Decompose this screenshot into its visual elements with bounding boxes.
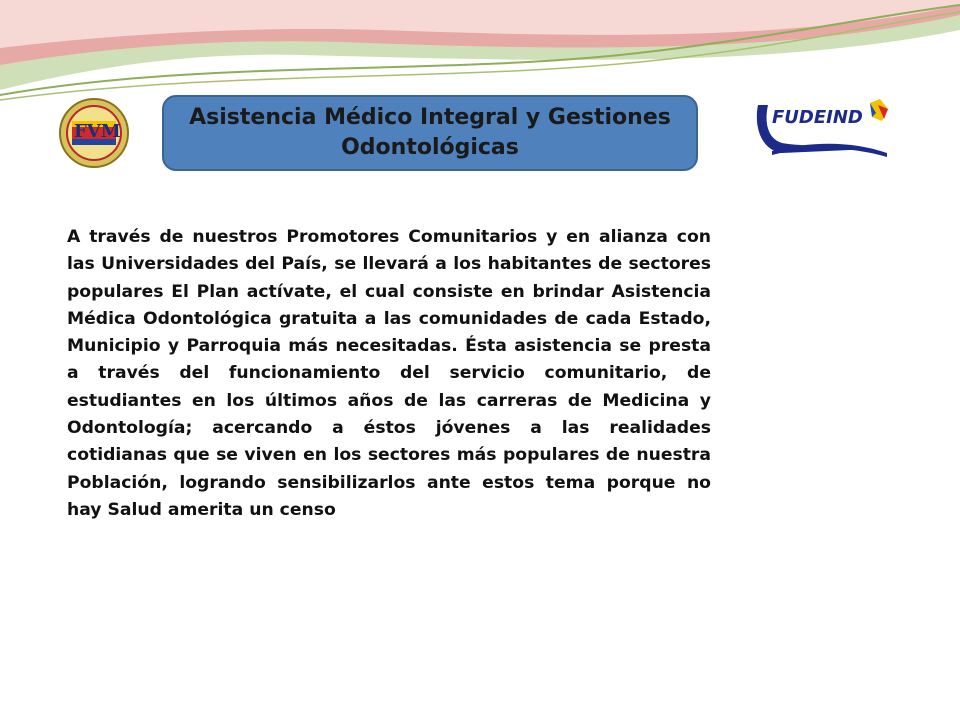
slide-title: Asistencia Médico Integral y Gestiones Odontológicas bbox=[189, 105, 671, 160]
title-banner bbox=[162, 95, 698, 171]
fvm-logo-text: FVM bbox=[74, 121, 121, 142]
decorative-top-waves bbox=[0, 0, 960, 110]
fudeind-logo-text: FUDEIND bbox=[772, 107, 863, 128]
fudeind-logo bbox=[752, 95, 892, 161]
fudeind-logo-icon bbox=[752, 95, 892, 161]
fvm-logo bbox=[58, 97, 130, 169]
body-paragraph: A través de nuestros Promotores Comunitarios y en alianza con las Universidades del País, se llevará a los habitantes de sectores populares El Plan actívate, el cual consiste en brindar Asistencia Médica Odontológica gratuita a las comunidades de cada Estado, Municipio y Parroquia más necesitadas. Ésta asistencia se presta a través del funcionamiento del servicio comunitario, de estudiantes en los últimos años de las carreras de Medicina y Odontología; acercando a éstos jóvenes a las realidades cotidianas que se viven en los sectores más populares de nuestra Población, logrando sensibilizarlos ante estos tema porque no hay Salud amerita un censo bbox=[67, 227, 711, 520]
